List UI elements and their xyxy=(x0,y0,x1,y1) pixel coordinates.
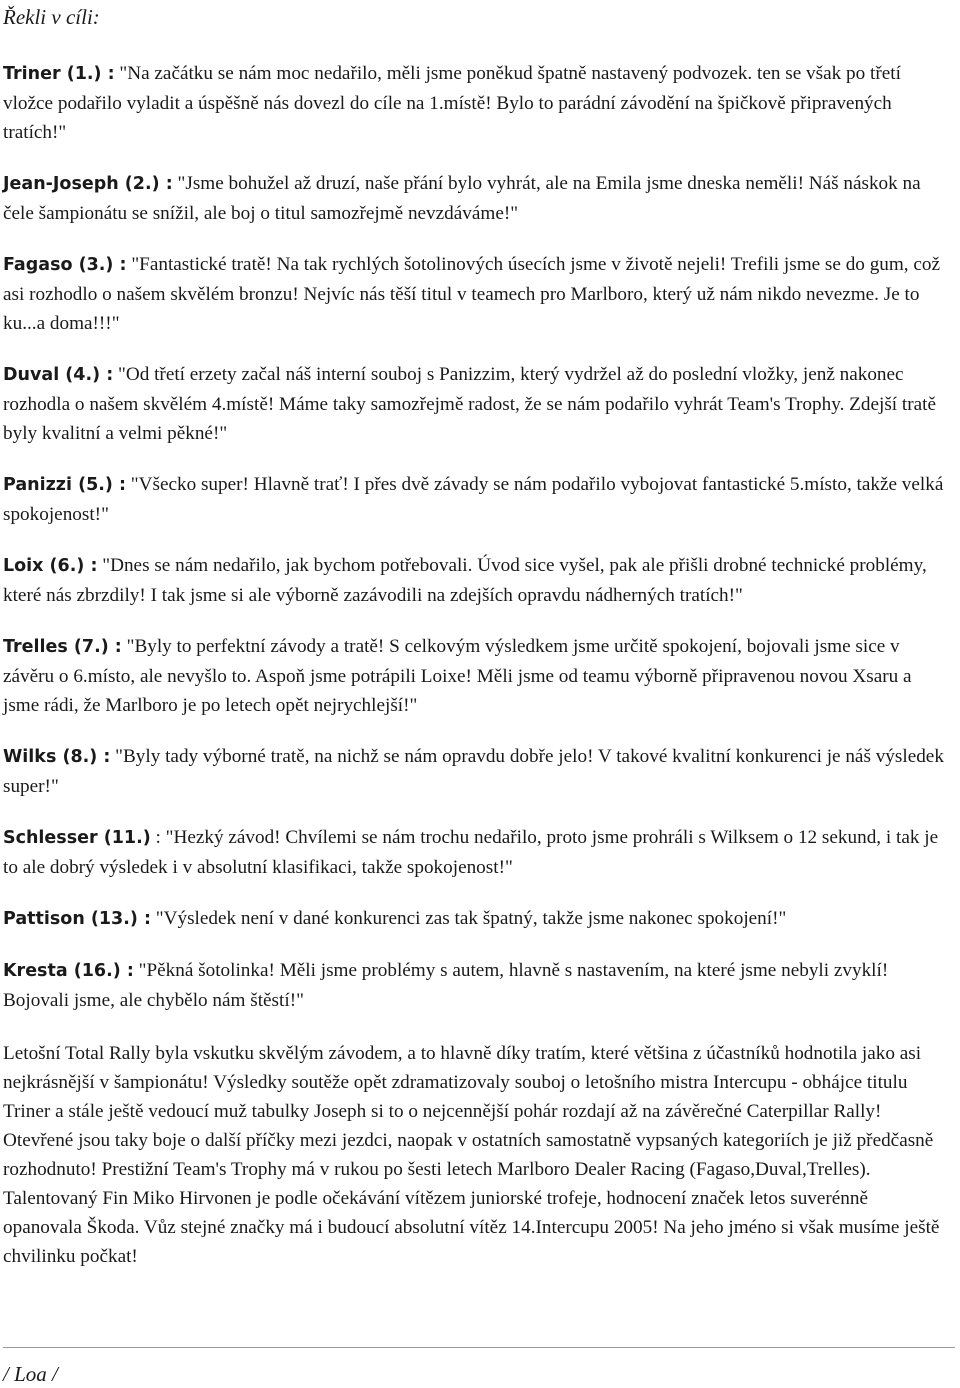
article xyxy=(3,0,951,1271)
quote-speaker: Trelles (7.) : xyxy=(3,637,122,657)
quote-speaker: Duval (4.) : xyxy=(3,365,114,385)
quote-item xyxy=(3,551,951,610)
quote-item xyxy=(3,956,951,1015)
quote-text: "Od třetí erzety začal náš interní souboj s Panizzim, který vydržel až do poslední vložky, jenž nakonec rozhodla o našem skvělém 4.místě! Máme taky samozřejmě radost, že se nám podařilo vyhrát Team's Trophy. Zdejší tratě byly kvalitní a velmi pěkné!" xyxy=(3,364,936,444)
quote-speaker: Fagaso (3.) : xyxy=(3,255,127,275)
quote-text: "Jsme bohužel až druzí, naše přání bylo vyhrát, ale na Emila jsme dneska neměli! Náš náskok na čele šampionátu se snížil, ale boj o titul samozřejmě nevzdáváme!" xyxy=(3,173,921,224)
quote-text: : "Hezký závod! Chvílemi se nám trochu nedařilo, proto jsme prohráli s Wilksem o 12 sekund, i tak je to ale dobrý výsledek i v absolutní klasifikaci, takže spokojenost!" xyxy=(3,827,939,878)
quote-item xyxy=(3,823,951,882)
quote-text: "Pěkná šotolinka! Měli jsme problémy s autem, hlavně s nastavením, na které jsme nebyli zvyklí! Bojovali jsme, ale chybělo nám štěstí!" xyxy=(3,960,889,1011)
quote-item xyxy=(3,904,951,934)
quote-item xyxy=(3,742,951,801)
quote-item xyxy=(3,169,951,228)
quote-speaker: Wilks (8.) : xyxy=(3,747,111,767)
quote-text: "Dnes se nám nedařilo, jak bychom potřebovali. Úvod sice vyšel, pak ale přišli drobné technické problémy, které nás zbrzdily! I tak jsme si ale výborně zazávodili na zdejších opravdu nádherných tratích!" xyxy=(3,555,927,606)
quote-text: "Na začátku se nám moc nedařilo, měli jsme poněkud špatně nastavený podvozek. ten se však po třetí vložce podařilo vyladit a úspěšně nás dovezl do cíle na 1.místě! Bylo to parádní závodění na špičkově připravených tratích!" xyxy=(3,63,901,143)
quote-text: "Výsledek není v dané konkurenci zas tak špatný, takže jsme nakonec spokojení!" xyxy=(150,908,787,929)
quotes-list xyxy=(3,59,951,1015)
quote-item xyxy=(3,632,951,720)
author-signature: / Loa / xyxy=(3,1362,58,1386)
section-heading: Řekli v cíli: xyxy=(3,5,100,29)
quote-speaker: Pattison (13.) : xyxy=(3,909,151,929)
quote-text: "Fantastické tratě! Na tak rychlých šotolinových úsecích jsme v životě nejeli! Trefili jsme se do gum, což asi rozhodlo o našem skvělém bronzu! Nejvíc nás těší titul v teamech pro Marlboro, který už nám nikdo nevezme. Je to ku...a doma!!!" xyxy=(3,254,941,334)
quote-text: "Všecko super! Hlavně trať! I přes dvě závady se nám podařilo vybojovat fantastické 5.místo, takže velká spokojenost!" xyxy=(3,474,944,525)
quote-speaker: Panizzi (5.) : xyxy=(3,475,126,495)
quote-speaker: Jean-Joseph (2.) : xyxy=(3,174,173,194)
quote-item xyxy=(3,250,951,338)
quote-item xyxy=(3,59,951,147)
quote-speaker: Kresta (16.) : xyxy=(3,961,134,981)
footer-divider xyxy=(3,1347,955,1348)
quote-speaker: Triner (1.) : xyxy=(3,64,115,84)
quote-text: "Byly to perfektní závody a tratě! S celkovým výsledkem jsme určitě spokojení, bojovali jsme sice v závěru o 6.místo, ale nevyšlo to. Aspoň jsme potrápili Loixe! Měli jsme od teamu výborně připravenou novou Xsaru a jsme rádi, že Marlboro je po letech opět nejrychlejší!" xyxy=(3,636,912,716)
quote-item xyxy=(3,360,951,448)
quote-text: "Byly tady výborné tratě, na nichž se nám opravdu dobře jelo! V takové kvalitní konkurenci je náš výsledek super!" xyxy=(3,746,944,797)
quote-speaker: Loix (6.) : xyxy=(3,556,98,576)
quote-item xyxy=(3,470,951,529)
quote-speaker: Schlesser (11.) xyxy=(3,828,151,848)
summary-paragraph: Letošní Total Rally byla vskutku skvělým závodem, a to hlavně díky tratím, které většina z účastníků hodnotila jako asi nejkrásnější v šampionátu! Výsledky soutěže opět zdramatizovaly souboj o letošního mistra Intercupu - obhájce titulu Triner a stále ještě vedoucí muž tabulky Joseph si to o nejcennější pohár rozdají až na závěrečné Caterpillar Rally! Otevřené jsou taky boje o další příčky mezi jezdci, naopak v ostatních samostatně vypsaných kategoriích je již předčasně rozhodnuto! Prestižní Team's Trophy má v rukou po šesti letech Marlboro Dealer Racing (Fagaso,Duval,Trelles). Talentovaný Fin Miko Hirvonen je podle očekávání vítězem juniorské trofeje, hodnocení značek letos suverénně opanovala Škoda. Vůz stejné značky má i budoucí absolutní vítěz 14.Intercupu 2005! Na jeho jméno si však musíme ještě chvilinku počkat! xyxy=(3,1043,940,1267)
